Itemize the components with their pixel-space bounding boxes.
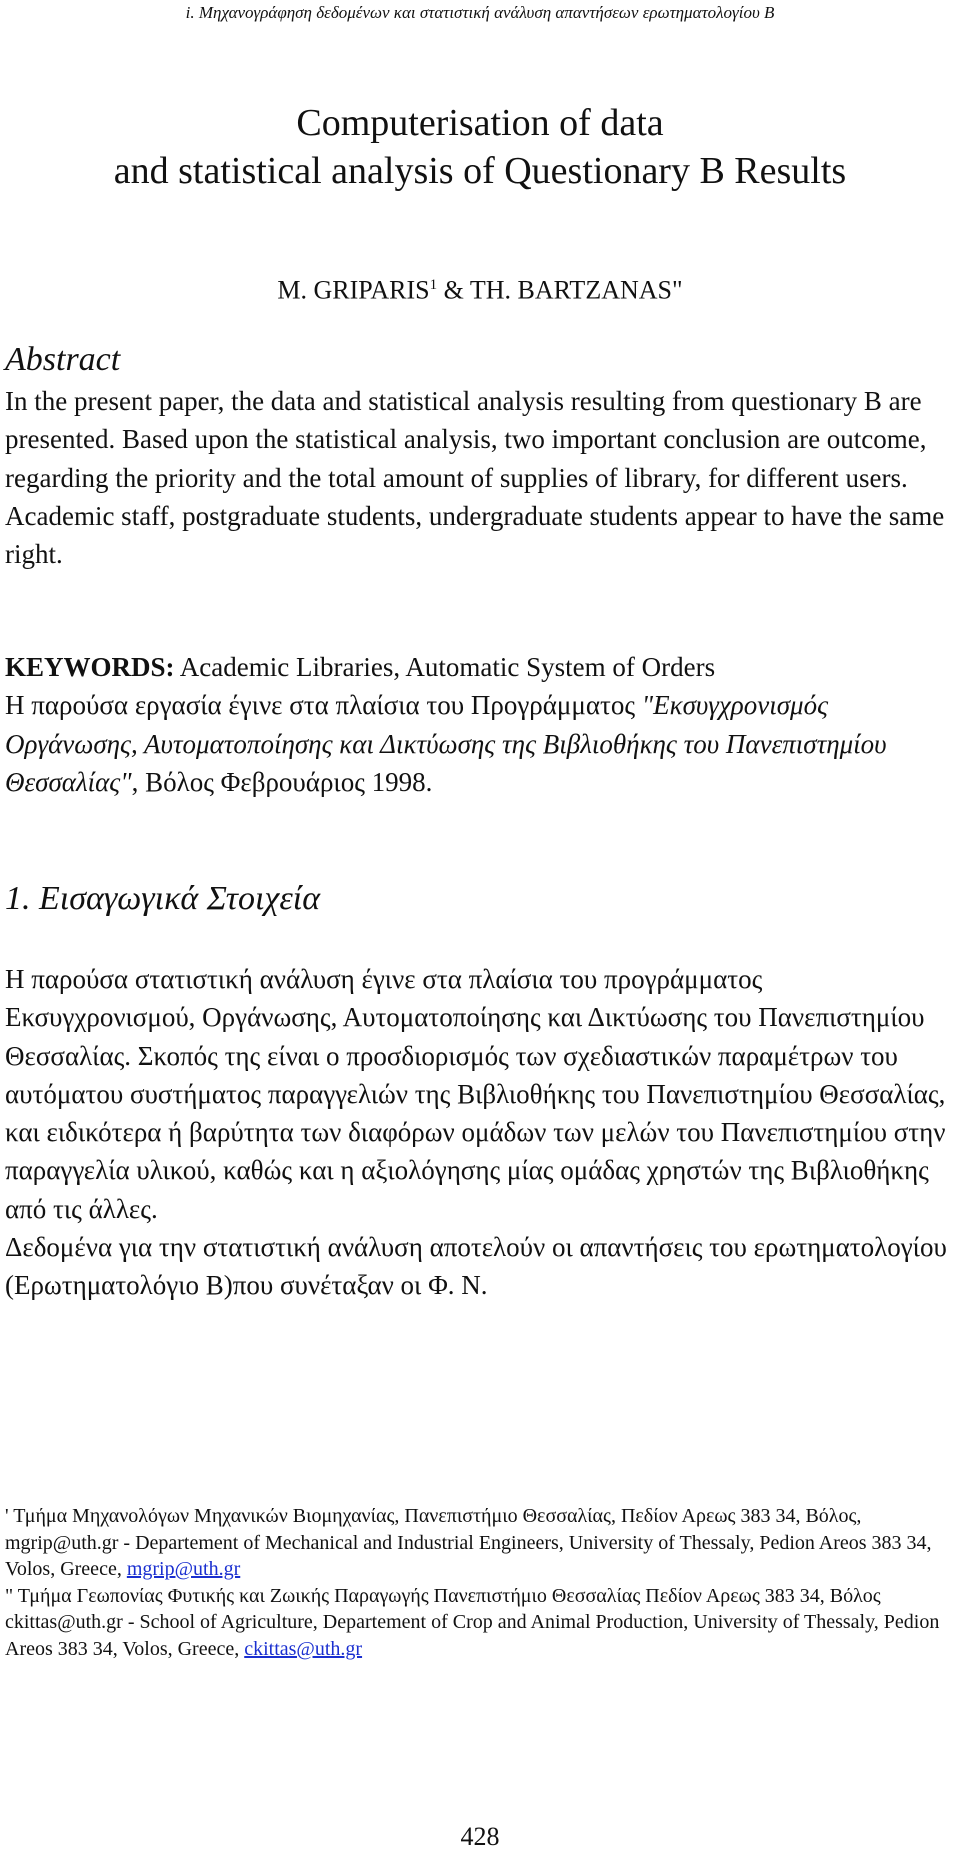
keywords-line xyxy=(5,648,957,686)
page-number: 428 xyxy=(460,1822,500,1851)
footnote-2-text: " Τμήμα Γεωπονίας Φυτικής και Ζωικής Παραγωγής Πανεπιστήμιο Θεσσαλίας Πεδίον Αρεως 383 34, Βόλος ckittas@uth.gr - School of Agriculture, Departement of Crop and Animal Production, University of Thessaly, Pedion Areos 383 34, Volos, Greece, xyxy=(5,1584,940,1660)
keywords-label: KEYWORDS: xyxy=(5,652,175,682)
introduction-paragraph-2: Δεδομένα για την στατιστική ανάλυση αποτελούν οι απαντήσεις του ερωτηματολογίου (Ερωτηματολόγιο Β)που συνέταξαν οι Φ. Ν. xyxy=(5,1232,947,1301)
footnote-1-email-link[interactable]: mgrip@uth.gr xyxy=(126,1558,241,1580)
section-heading: 1. Εισαγωγικά Στοιχεία xyxy=(5,880,321,917)
abstract-heading: Abstract xyxy=(5,341,121,378)
program-note-suffix: , Βόλος Φεβρουάριος 1998. xyxy=(131,766,433,797)
keywords-text: Academic Libraries, Automatic System of Orders xyxy=(174,652,716,682)
title-line-2: and statistical analysis of Questionary B Results xyxy=(113,150,847,192)
footnote-2-email-link[interactable]: ckittas@uth.gr xyxy=(244,1637,363,1660)
footnote-1 xyxy=(5,1503,957,1583)
footnotes xyxy=(5,1503,957,1662)
authors-line xyxy=(0,267,960,309)
program-note xyxy=(5,686,957,801)
author-separator: & xyxy=(437,275,470,305)
introduction-paragraph-1: Η παρούσα στατιστική ανάλυση έγινε στα πλαίσια του προγράμματος Εκσυγχρονισμού, Οργάνωσης, Αυτοματοποίησης και Δικτύωσης του Πανεπιστημίου Θεσσαλίας. Σκοπός της είναι ο προσδιορισμός των σχεδιαστικών παραμέτρων του αυτόματου συστήματος παραγγελιών της Βιβλιοθήκης του Πανεπιστημίου Θεσσαλίας, και ειδικότερα ή βαρύτητα των διαφόρων ομάδων των μελών του Πανεπιστημίου στην παραγγελία υλικού, καθώς και η αξιολόγησης μίας ομάδας χρηστών της Βιβλιοθήκης από τις άλλες. xyxy=(5,964,946,1224)
author-1: M. GRIPARIS xyxy=(277,275,430,305)
program-note-title: "Εκσυγχρονισμός Οργάνωσης, Αυτοματοποίησης και Δικτύωσης της Βιβλιοθήκης του Πανεπιστημίου Θεσσαλίας" xyxy=(5,690,887,797)
introduction-block xyxy=(5,960,957,1305)
author-1-footnote-mark: 1 xyxy=(429,277,438,293)
running-head: i. Μηχανογράφηση δεδομένων και στατιστική ανάλυση απαντήσεων ερωτηματολογίου Β xyxy=(185,3,775,22)
footnote-1-text: ' Τμήμα Μηχανολόγων Μηχανικών Βιομηχανίας, Πανεπιστήμιο Θεσσαλίας, Πεδίον Αρεως 383 34, Βόλος, mgrip@uth.gr - Departement of Mechanical and Industrial Engineers, University of Thessaly, Pedion Areos 383 34, Volos, Greece, xyxy=(5,1505,932,1580)
title-line-1: Computerisation of data xyxy=(296,102,664,144)
abstract-text: In the present paper, the data and statistical analysis resulting from questionary B are presented. Based upon the statistical analysis, two important conclusion are outcome, regarding the priority and the total amount of supplies of library, for different users. Academic staff, postgraduate students, undergraduate students appear to have the same right. xyxy=(5,386,945,570)
keywords-block xyxy=(5,648,957,801)
program-note-prefix: Η παρούσα εργασία έγινε στα πλαίσια του Προγράμματος xyxy=(5,690,636,721)
footnote-2 xyxy=(5,1583,957,1663)
author-2: TH. BARTZANAS" xyxy=(469,275,683,305)
